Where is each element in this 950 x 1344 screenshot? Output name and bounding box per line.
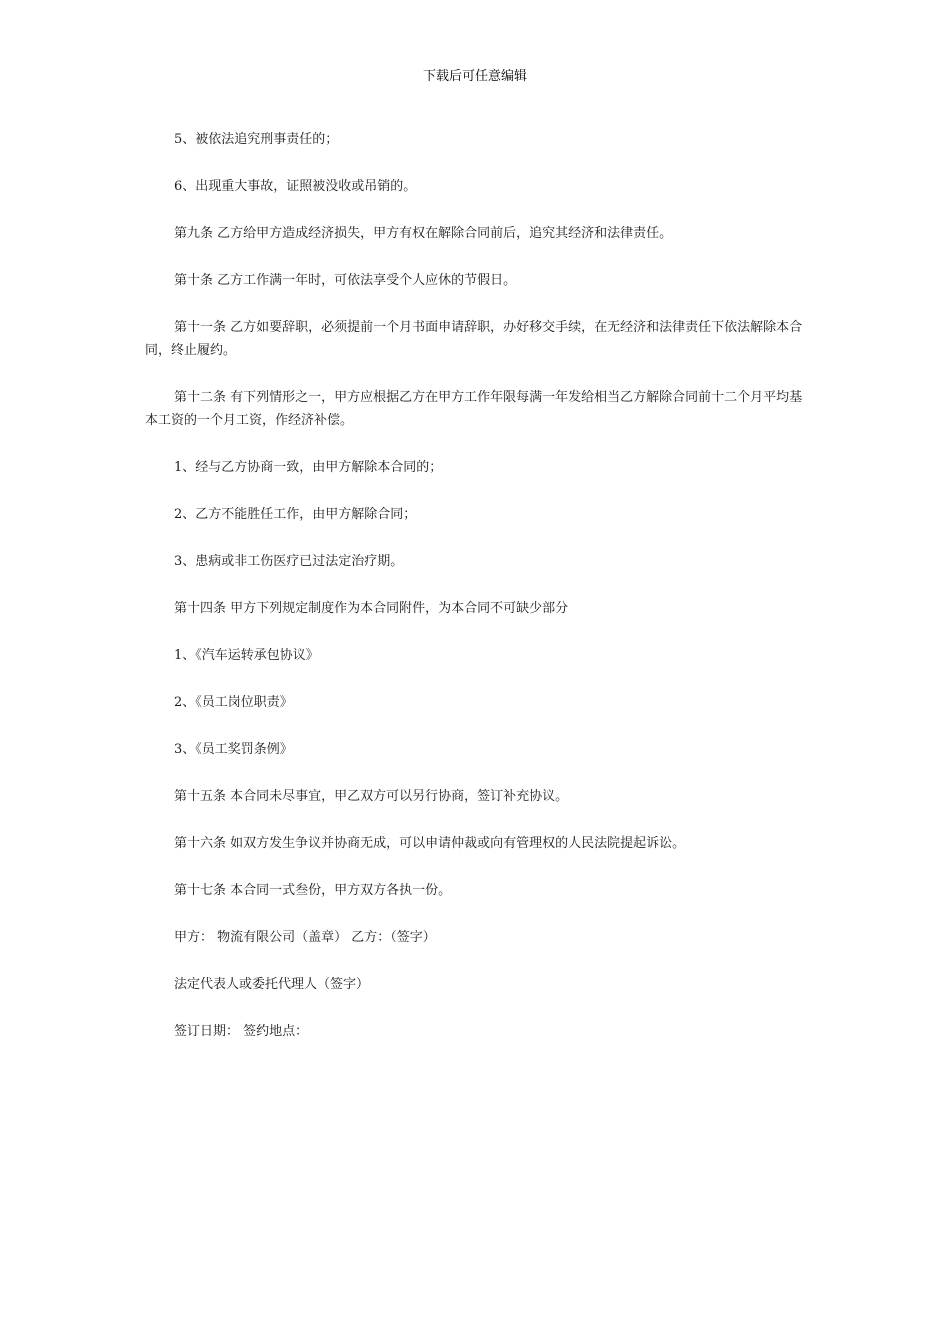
attachment-2: 2、《员工岗位职责》	[174, 695, 293, 710]
page-header: 下载后可任意编辑	[422, 69, 527, 84]
clause-item-6: 6、出现重大事故，证照被没收或吊销的。	[174, 179, 417, 194]
article-9: 第九条 乙方给甲方造成经济损失，甲方有权在解除合同前后，追究其经济和法律责任。	[174, 226, 673, 241]
article-10: 第十条 乙方工作满一年时，可依法享受个人应休的节假日。	[174, 273, 517, 288]
signature-parties: 甲方： 物流有限公司（盖章） 乙方：（签字）	[174, 930, 436, 945]
article-17: 第十七条 本合同一式叁份，甲方双方各执一份。	[174, 883, 452, 898]
signature-date-place: 签订日期： 签约地点：	[174, 1024, 309, 1039]
attachment-3: 3、《员工奖罚条例》	[174, 742, 293, 757]
article-12: 第十二条 有下列情形之一，甲方应根据乙方在甲方工作年限每满一年发给相当乙方解除合同前十二个月平均基本工资的一个月工资，作经济补偿。	[145, 390, 803, 428]
clause-item-5: 5、被依法追究刑事责任的；	[174, 132, 339, 147]
article-15: 第十五条 本合同未尽事宜，甲乙双方可以另行协商，签订补充协议。	[174, 789, 569, 804]
article-16: 第十六条 如双方发生争议并协商无成，可以申请仲裁或向有管理权的人民法院提起诉讼。	[174, 836, 686, 851]
signature-representative: 法定代表人或委托代理人（签字）	[174, 977, 370, 992]
article-12-item-3: 3、患病或非工伤医疗已过法定治疗期。	[174, 554, 404, 569]
article-12-item-2: 2、乙方不能胜任工作，由甲方解除合同；	[174, 507, 417, 522]
contract-body	[145, 128, 805, 1067]
article-11: 第十一条 乙方如要辞职，必须提前一个月书面申请辞职，办好移交手续，在无经济和法律责任下依法解除本合同，终止履约。	[145, 320, 803, 358]
article-14: 第十四条 甲方下列规定制度作为本合同附件，为本合同不可缺少部分	[174, 601, 569, 616]
article-12-item-1: 1、经与乙方协商一致，由甲方解除本合同的；	[174, 460, 443, 475]
attachment-1: 1、《汽车运转承包协议》	[174, 648, 319, 663]
